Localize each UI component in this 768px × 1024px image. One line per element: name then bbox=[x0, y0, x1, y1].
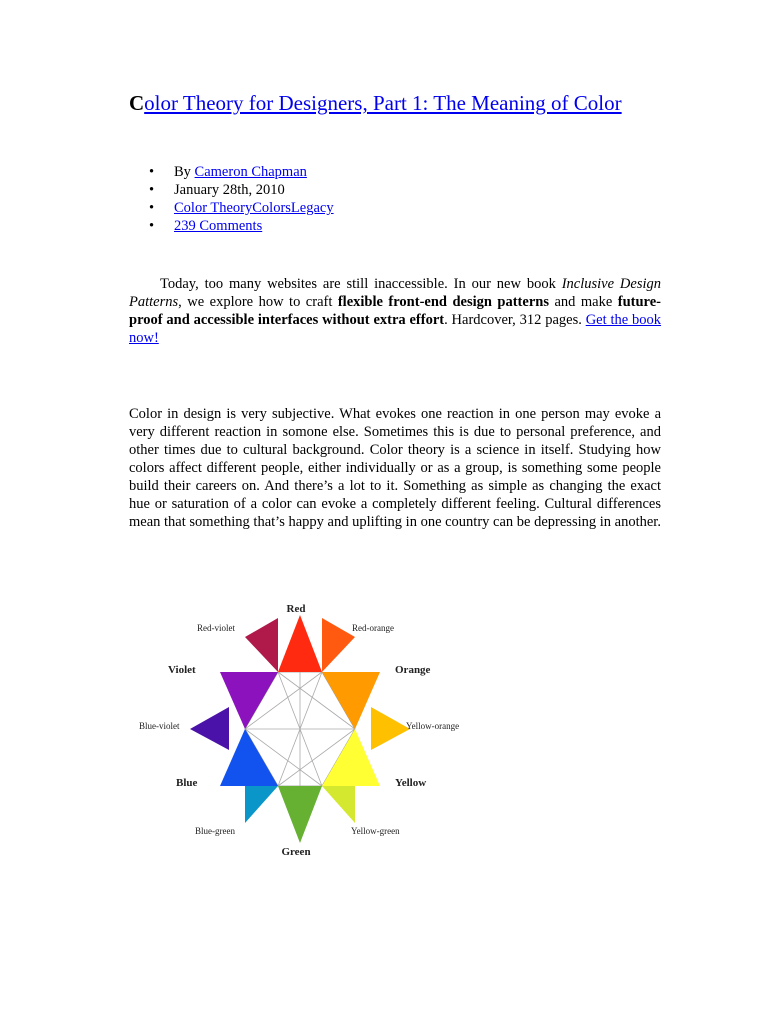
get-book-link[interactable]: Get the book now! bbox=[129, 312, 662, 346]
blue-violet-segment bbox=[190, 707, 229, 750]
blue-green-segment bbox=[245, 786, 278, 823]
label-red-violet: Red-violet bbox=[197, 623, 235, 633]
label-yellow: Yellow bbox=[395, 777, 427, 789]
title-initial: C bbox=[129, 91, 145, 115]
meta-author bbox=[129, 163, 334, 181]
book-promo bbox=[129, 275, 661, 347]
article-meta-list bbox=[129, 163, 334, 235]
label-green: Green bbox=[281, 846, 311, 858]
comments-link[interactable]: 239 Comments bbox=[174, 218, 263, 234]
label-orange: Orange bbox=[395, 664, 431, 676]
promo-text-2: , we explore how to craft bbox=[178, 294, 338, 310]
meta-tags bbox=[129, 199, 334, 217]
promo-text-4: . Hardcover, 312 pages. bbox=[444, 312, 586, 328]
meta-date: • January 28th, 2010 bbox=[129, 181, 334, 199]
label-red: Red bbox=[286, 603, 306, 615]
red-orange-segment bbox=[322, 618, 355, 672]
color-wheel-figure bbox=[130, 598, 470, 860]
label-violet: Violet bbox=[168, 664, 196, 676]
label-blue-green: Blue-green bbox=[195, 826, 235, 836]
label-blue-violet: Blue-violet bbox=[139, 721, 180, 731]
label-blue: Blue bbox=[176, 777, 198, 789]
meta-by-label: By bbox=[174, 164, 195, 180]
title-link[interactable]: olor Theory for Designers, Part 1: The Meaning of Color bbox=[144, 91, 622, 115]
promo-bold-2: future-proof and accessible interfaces without extra effort bbox=[129, 294, 661, 328]
red-violet-segment bbox=[245, 618, 278, 672]
yellow-orange-segment bbox=[371, 707, 410, 750]
red-segment bbox=[278, 615, 322, 672]
tags-link[interactable]: Color TheoryColorsLegacy bbox=[174, 200, 334, 216]
promo-bold-1: flexible front-end design patterns bbox=[337, 294, 549, 310]
label-yellow-orange: Yellow-orange bbox=[406, 721, 460, 731]
green-segment bbox=[278, 786, 322, 843]
promo-book-title: Inclusive Design Patterns bbox=[129, 276, 661, 310]
intro-paragraph: Color in design is very subjective. What evokes one reaction in one person may evoke a very different reaction in somone else. Sometimes this is due to personal preference, and other times due to cultural background. Color theory is a science in itself. Studying how colors affect different people, either individually or as a group, is something some people build their careers on. And there’s a lot to it. Something as simple as changing the exact hue or saturation of a color can evoke a completely different feeling. Cultural differences mean that something that’s happy and uplifting in one country can be depressing in another. bbox=[129, 406, 661, 530]
promo-text-3: and make bbox=[548, 294, 618, 310]
promo-text-1: Today, too many websites are still inaccessible. In our new book bbox=[160, 276, 562, 292]
author-link[interactable]: Cameron Chapman bbox=[194, 164, 307, 180]
color-wheel-svg bbox=[130, 598, 470, 860]
meta-comments bbox=[129, 217, 334, 235]
label-yellow-green: Yellow-green bbox=[351, 826, 400, 836]
article-title bbox=[129, 90, 661, 117]
label-red-orange: Red-orange bbox=[352, 623, 394, 633]
